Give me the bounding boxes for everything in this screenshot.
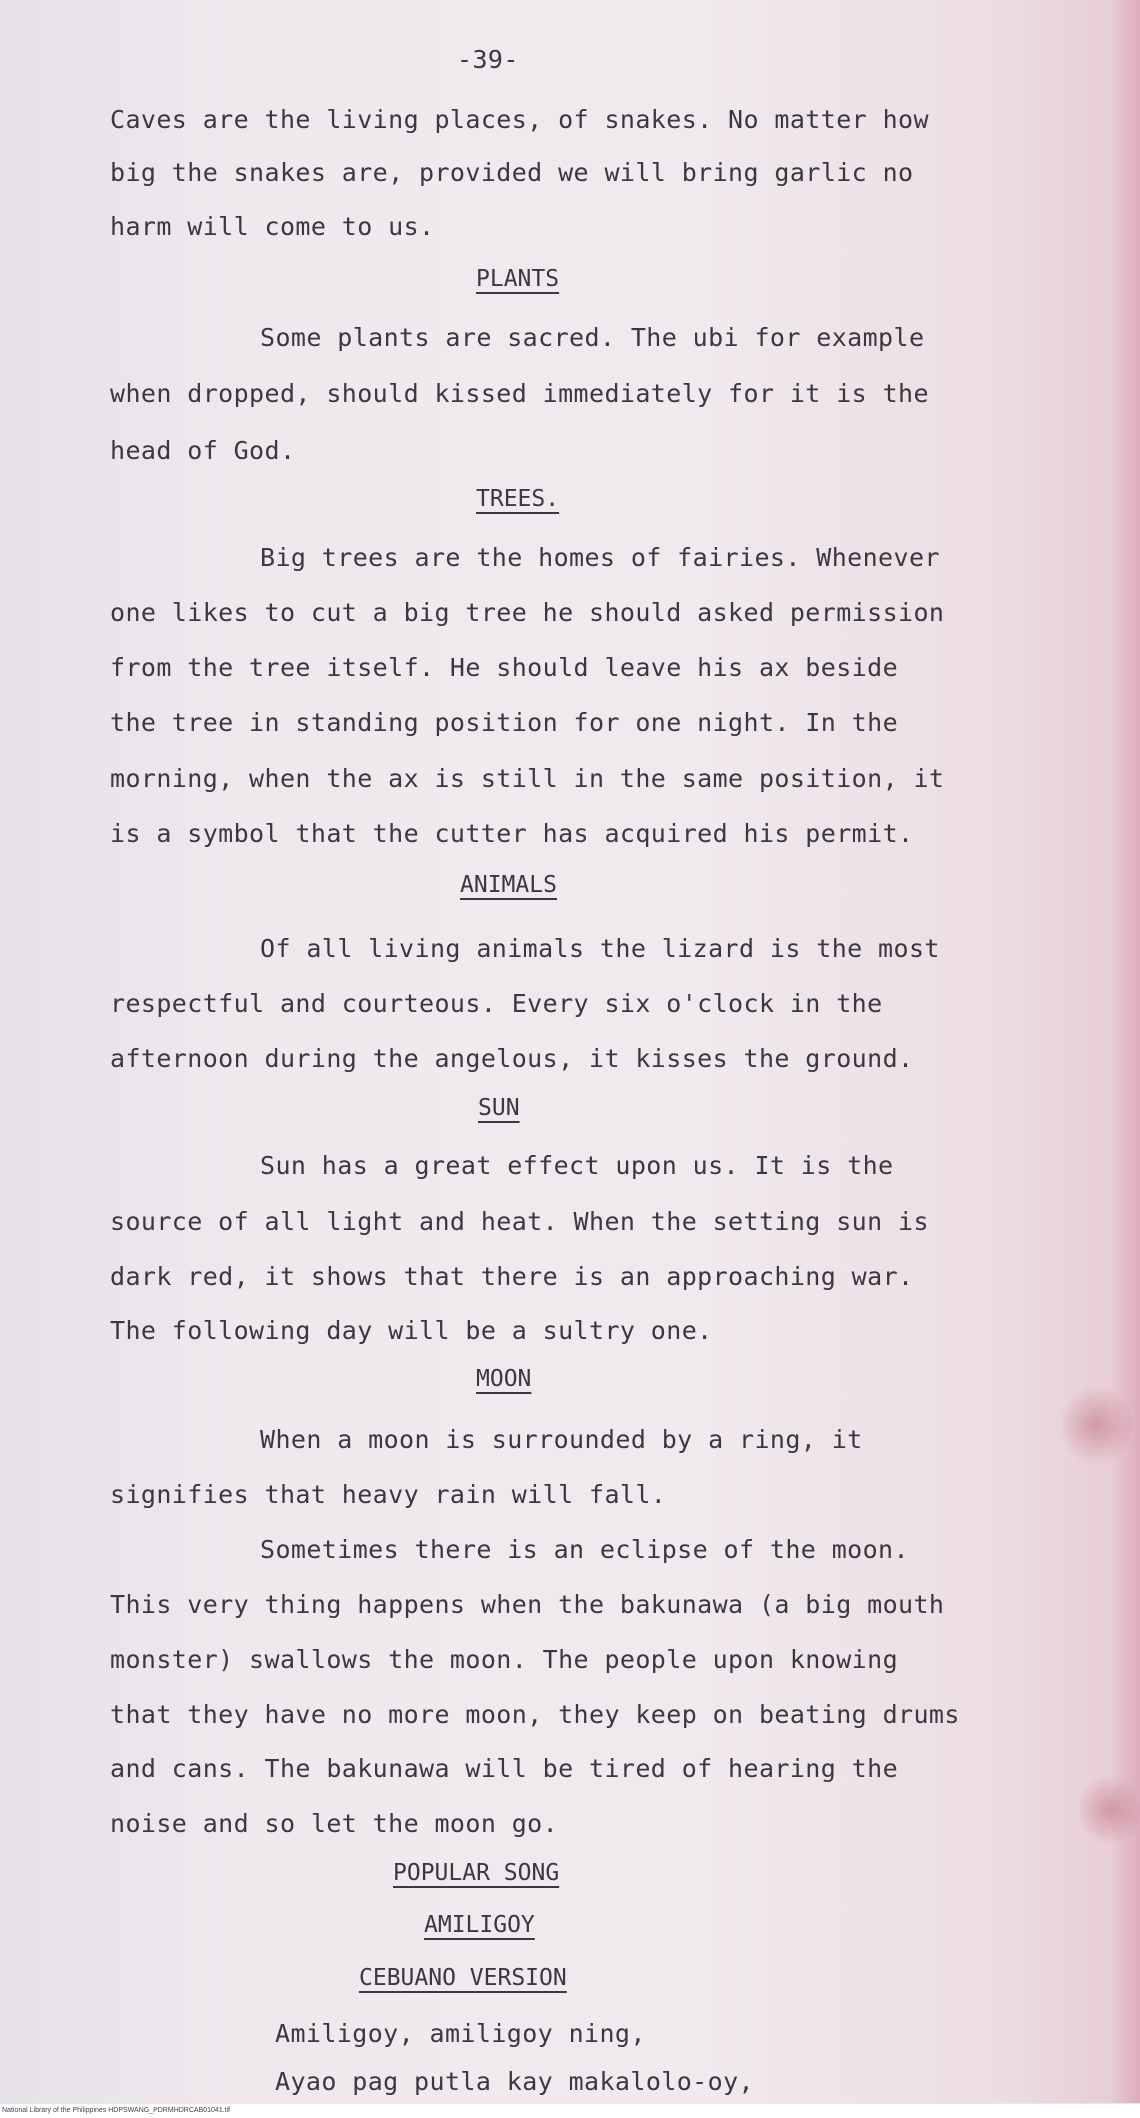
text-line: harm will come to us. — [110, 212, 435, 241]
text-line: monster) swallows the moon. The people upon knowing — [110, 1645, 899, 1674]
text-line: Of all living animals the lizard is the most — [260, 934, 940, 963]
scan-footer: National Library of the Philippines HDPSWANG_PDRMHDRCAB01041.tif — [0, 2103, 1140, 2118]
text-line: Sometimes there is an eclipse of the moon. — [260, 1535, 909, 1564]
text-line: Some plants are sacred. The ubi for example — [260, 323, 925, 352]
text-line: morning, when the ax is still in the same position, it — [110, 764, 945, 793]
stain-mark — [1062, 1380, 1132, 1470]
text-line: head of God. — [110, 436, 296, 465]
text-line: Sun has a great effect upon us. It is the — [260, 1151, 894, 1180]
text-line: the tree in standing position for one night. In the — [110, 708, 899, 737]
text-line: big the snakes are, provided we will bring garlic no — [110, 158, 914, 187]
text-line: one likes to cut a big tree he should asked permission — [110, 598, 945, 627]
stain-mark — [1080, 1770, 1140, 1850]
text-line: afternoon during the angelous, it kisses the ground. — [110, 1044, 914, 1073]
text-line: noise and so let the moon go. — [110, 1809, 559, 1838]
text-line: source of all light and heat. When the setting sun is — [110, 1207, 929, 1236]
text-line: The following day will be a sultry one. — [110, 1316, 713, 1345]
text-line: respectful and courteous. Every six o'clock in the — [110, 989, 883, 1018]
section-heading-song-title: AMILIGOY — [424, 1912, 535, 1938]
section-heading-plants: PLANTS — [476, 266, 560, 292]
text-line: This very thing happens when the bakunawa (a big mouth — [110, 1590, 945, 1619]
song-line: Ayao pag putla kay makalolo-oy, — [275, 2067, 754, 2096]
page-number: -39- — [457, 45, 519, 74]
section-heading-trees: TREES. — [476, 486, 560, 512]
text-line: from the tree itself. He should leave his ax beside — [110, 653, 899, 682]
section-heading-animals: ANIMALS — [460, 872, 557, 898]
text-line: that they have no more moon, they keep on beating drums — [110, 1700, 960, 1729]
text-line: Caves are the living places, of snakes. No matter how — [110, 105, 929, 134]
section-heading-version: CEBUANO VERSION — [359, 1965, 567, 1991]
song-line: Amiligoy, amiligoy ning, — [275, 2019, 646, 2048]
text-line: is a symbol that the cutter has acquired his permit. — [110, 819, 914, 848]
section-heading-popular-song: POPULAR SONG — [393, 1860, 560, 1886]
text-line: dark red, it shows that there is an approaching war. — [110, 1262, 914, 1291]
text-line: When a moon is surrounded by a ring, it — [260, 1425, 863, 1454]
text-line: when dropped, should kissed immediately for it is the — [110, 379, 929, 408]
section-heading-sun: SUN — [478, 1095, 520, 1121]
section-heading-moon: MOON — [476, 1366, 532, 1392]
text-line: Big trees are the homes of fairies. Whenever — [260, 543, 940, 572]
text-line: and cans. The bakunawa will be tired of hearing the — [110, 1754, 899, 1783]
text-line: signifies that heavy rain will fall. — [110, 1480, 667, 1509]
